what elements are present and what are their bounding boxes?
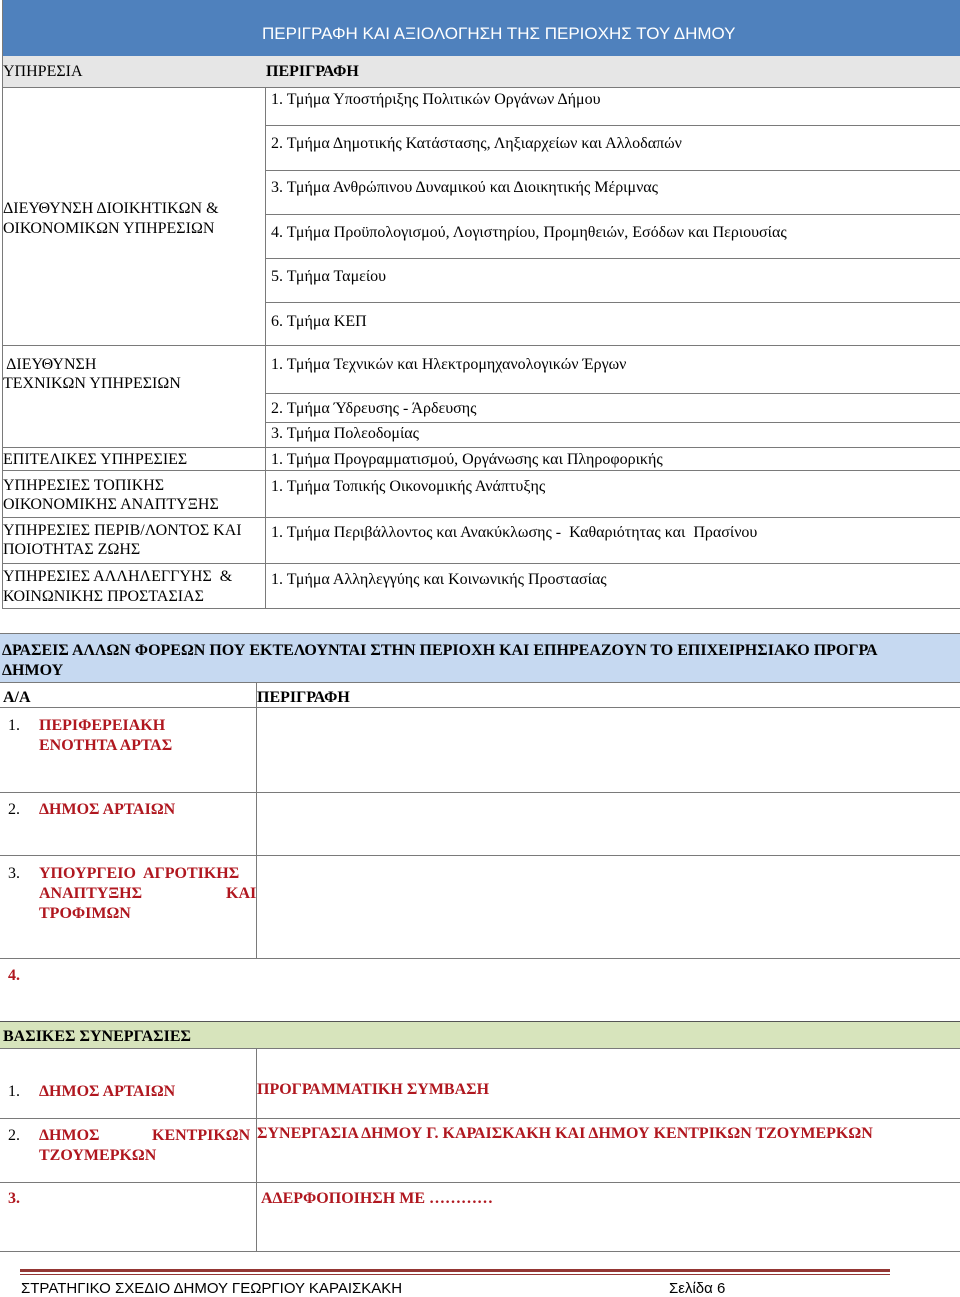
col-description-header: ΠΕΡΙΓΡΑΦΗ <box>266 63 359 80</box>
soc-label-line1: ΥΠΗΡΕΣΙΕΣ ΑΛΛΗΛΕΓΓΥΗΣ & <box>3 568 233 585</box>
admin-item-4: 4. Τμήμα Προϋπολογισμού, Λογιστηρίου, Προμηθειών, Εσόδων και Περιουσίας <box>271 224 787 241</box>
footer-page-number: Σελίδα 6 <box>669 1280 726 1297</box>
footer-title: ΣΤΡΑΤΗΓΙΚΟ ΣΧΕΔΙΟ ΔΗΜΟΥ ΓΕΩΡΓΙΟΥ ΚΑΡΑΙΣΚΑΚΗ <box>21 1280 403 1297</box>
section2-col-description-header: ΠΕΡΙΓΡΑΦΗ <box>257 689 350 706</box>
admin-item-3: 3. Τμήμα Ανθρώπινου Δυναμικού και Διοικητικής Μέριμνας <box>271 179 659 196</box>
tech-item-1: 1. Τμήμα Τεχνικών και Ηλεκτρομηχανολογικών Έργων <box>271 356 627 373</box>
s2-row1-line2: ΕΝΟΤΗΤΑ ΑΡΤΑΣ <box>39 737 173 754</box>
s2-row1-line1: ΠΕΡΙΦΕΡΕΙΑΚΗ <box>39 717 166 734</box>
exec-label: ΕΠΙΤΕΛΙΚΕΣ ΥΠΗΡΕΣΙΕΣ <box>3 451 188 468</box>
s2-row3-line2b: ΚΑΙ <box>226 885 257 902</box>
s2-row2-num: 2. <box>8 801 20 818</box>
s2-row3-line3: ΤΡΟΦΙΜΩΝ <box>39 905 131 922</box>
s2-row2-line1: ΔΗΜΟΣ ΑΡΤΑΙΩΝ <box>39 801 176 818</box>
local-item: 1. Τμήμα Τοπικής Οικονομικής Ανάπτυξης <box>271 478 546 495</box>
admin-item-6: 6. Τμήμα ΚΕΠ <box>271 313 367 330</box>
s3-row2-desc: ΣΥΝΕΡΓΑΣΙΑ ΔΗΜΟΥ Γ. ΚΑΡΑΙΣΚΑΚΗ ΚΑΙ ΔΗΜΟΥ ΚΕΝΤΡΙΚΩΝ ΤΖΟΥΜΕΡΚΩΝ <box>257 1125 873 1142</box>
section1-title: ΠΕΡΙΓΡΑΦΗ ΚΑΙ ΑΞΙΟΛΟΓΗΣΗ ΤΗΣ ΠΕΡΙΟΧΗΣ ΤΟΥ ΔΗΜΟΥ <box>262 24 736 43</box>
soc-item: 1. Τμήμα Αλληλεγγύης και Κοινωνικής Προστασίας <box>271 571 607 588</box>
tech-item-3: 3. Τμήμα Πολεοδομίας <box>271 425 419 442</box>
tech-item-2: 2. Τμήμα Ύδρευσης - Άρδευσης <box>271 400 477 417</box>
env-label-line1: ΥΠΗΡΕΣΙΕΣ ΠΕΡΙΒ/ΛΟΝΤΟΣ ΚΑΙ <box>3 522 242 539</box>
s3-row2-name-line2: ΤΖΟΥΜΕΡΚΩΝ <box>39 1147 157 1164</box>
section3-title: ΒΑΣΙΚΕΣ ΣΥΝΕΡΓΑΣΙΕΣ <box>3 1028 191 1045</box>
s3-row2-name-b: ΚΕΝΤΡΙΚΩΝ <box>152 1127 251 1144</box>
s3-row1-name: ΔΗΜΟΣ ΑΡΤΑΙΩΝ <box>39 1083 176 1100</box>
footer-rule <box>20 1269 890 1272</box>
s2-row3-line2a: ΑΝΑΠΤΥΞΗΣ <box>39 885 143 902</box>
s3-row3-num: 3. <box>8 1190 20 1207</box>
section2-title-line2: ΔΗΜΟΥ <box>2 662 64 679</box>
s3-row2-num: 2. <box>8 1127 20 1144</box>
s2-row1-num: 1. <box>8 717 20 734</box>
env-label-line2: ΠΟΙΟΤΗΤΑΣ ΖΩΗΣ <box>3 541 141 558</box>
admin-item-2: 2. Τμήμα Δημοτικής Κατάστασης, Ληξιαρχείων και Αλλοδαπών <box>271 135 682 152</box>
section2-title-line1: ΔΡΑΣΕΙΣ ΑΛΛΩΝ ΦΟΡΕΩΝ ΠΟΥ ΕΚΤΕΛΟΥΝΤΑΙ ΣΤΗΝ ΠΕΡΙΟΧΗ ΚΑΙ ΕΠΗΡΕΑΖΟΥΝ ΤΟ ΕΠΙΧΕΙΡΗΣΙΑΚΟ ΠΡΟΓΡΑ <box>2 642 878 659</box>
local-label-line2: ΟΙΚΟΝΟΜΙΚΗΣ ΑΝΑΠΤΥΞΗΣ <box>3 496 219 513</box>
s3-row3-desc: ΑΔΕΡΦΟΠΟΙΗΣΗ ΜΕ ………… <box>261 1190 493 1207</box>
s2-row3-num: 3. <box>8 865 20 882</box>
exec-item: 1. Τμήμα Προγραμματισμού, Οργάνωσης και Πληροφορικής <box>271 451 663 468</box>
dir-admin-label-line1: ΔΙΕΥΘΥΝΣΗ ΔΙΟΙΚΗΤΙΚΩΝ & <box>3 200 219 217</box>
local-label-line1: ΥΠΗΡΕΣΙΕΣ ΤΟΠΙΚΗΣ <box>3 477 165 494</box>
s3-row2-name-a: ΔΗΜΟΣ <box>39 1127 100 1144</box>
footer-rule-thin <box>20 1274 890 1275</box>
s3-row1-num: 1. <box>8 1083 20 1100</box>
s3-row1-desc: ΠΡΟΓΡΑΜΜΑΤΙΚΗ ΣΥΜΒΑΣΗ <box>257 1081 490 1098</box>
s2-row4-num: 4. <box>8 967 20 984</box>
col-service-header: ΥΠΗΡΕΣΙΑ <box>3 63 83 80</box>
section1-header-bar <box>3 56 960 87</box>
admin-item-5: 5. Τμήμα Ταμείου <box>271 268 387 285</box>
dir-tech-label-line1: ΔΙΕΥΘΥΝΣΗ <box>3 356 97 373</box>
col-aa-header: Α/Α <box>3 689 31 706</box>
admin-item-1: 1. Τμήμα Υποστήριξης Πολιτικών Οργάνων Δήμου <box>271 91 601 108</box>
soc-label-line2: ΚΟΙΝΩΝΙΚΗΣ ΠΡΟΣΤΑΣΙΑΣ <box>3 588 204 605</box>
s2-row3-line1: ΥΠΟΥΡΓΕΙΟ ΑΓΡΟΤΙΚΗΣ <box>39 865 240 882</box>
env-item: 1. Τμήμα Περιβάλλοντος και Ανακύκλωσης - Καθαριότητας και Πρασίνου <box>271 524 758 541</box>
dir-tech-label-line2: ΤΕΧΝΙΚΩΝ ΥΠΗΡΕΣΙΩΝ <box>3 375 181 392</box>
dir-admin-label-line2: ΟΙΚΟΝΟΜΙΚΩΝ ΥΠΗΡΕΣΙΩΝ <box>3 220 215 237</box>
